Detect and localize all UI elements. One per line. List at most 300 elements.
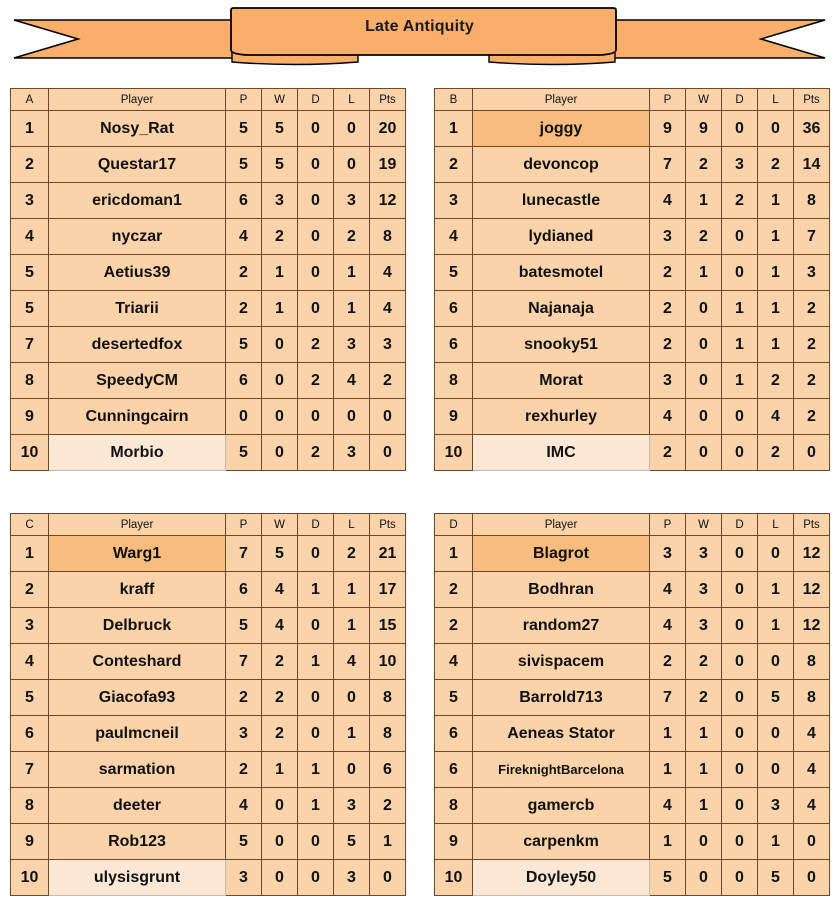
cell-rank: 7 [11, 752, 49, 788]
cell-points: 4 [794, 788, 830, 824]
cell-played: 5 [226, 327, 262, 363]
cell-points: 12 [794, 536, 830, 572]
cell-rank: 2 [435, 147, 473, 183]
cell-points: 8 [370, 680, 406, 716]
cell-won: 5 [262, 147, 298, 183]
cell-lost: 1 [334, 291, 370, 327]
cell-lost: 4 [758, 399, 794, 435]
cell-played: 5 [226, 824, 262, 860]
cell-points: 12 [370, 183, 406, 219]
cell-played: 4 [650, 399, 686, 435]
cell-rank: 3 [11, 183, 49, 219]
table-row [11, 111, 406, 147]
cell-player-name: Questar17 [49, 147, 226, 183]
cell-player-name: nyczar [49, 219, 226, 255]
column-header-player: Player [49, 89, 226, 111]
cell-lost: 0 [334, 147, 370, 183]
cell-lost: 5 [758, 860, 794, 896]
cell-played: 2 [226, 680, 262, 716]
cell-drawn: 0 [722, 399, 758, 435]
cell-points: 2 [370, 363, 406, 399]
table-row [11, 788, 406, 824]
cell-rank: 10 [435, 435, 473, 471]
cell-won: 0 [686, 824, 722, 860]
table-body-b [435, 111, 830, 471]
cell-rank: 8 [435, 363, 473, 399]
ribbon-center-plaque [231, 8, 616, 55]
cell-lost: 3 [334, 327, 370, 363]
cell-player-name: rexhurley [473, 399, 650, 435]
cell-drawn: 0 [298, 716, 334, 752]
cell-points: 4 [370, 255, 406, 291]
cell-played: 2 [650, 435, 686, 471]
cell-won: 3 [686, 536, 722, 572]
cell-won: 1 [262, 291, 298, 327]
cell-rank: 4 [11, 644, 49, 680]
cell-lost: 3 [334, 435, 370, 471]
cell-points: 8 [370, 716, 406, 752]
cell-played: 7 [226, 644, 262, 680]
cell-points: 2 [370, 788, 406, 824]
cell-drawn: 0 [298, 255, 334, 291]
table-row [11, 399, 406, 435]
cell-drawn: 0 [722, 435, 758, 471]
cell-won: 0 [686, 363, 722, 399]
cell-drawn: 0 [298, 219, 334, 255]
cell-played: 4 [226, 788, 262, 824]
table-row [435, 183, 830, 219]
cell-rank: 5 [11, 255, 49, 291]
cell-drawn: 0 [722, 111, 758, 147]
table-row [435, 219, 830, 255]
cell-lost: 1 [758, 291, 794, 327]
cell-player-name: IMC [473, 435, 650, 471]
cell-played: 2 [650, 255, 686, 291]
cell-rank: 9 [11, 399, 49, 435]
cell-points: 7 [794, 219, 830, 255]
cell-rank: 10 [435, 860, 473, 896]
cell-points: 2 [794, 363, 830, 399]
cell-points: 1 [370, 824, 406, 860]
cell-player-name: Morbio [49, 435, 226, 471]
cell-lost: 0 [334, 680, 370, 716]
table-body-d [435, 536, 830, 896]
cell-played: 3 [650, 363, 686, 399]
cell-won: 5 [262, 536, 298, 572]
cell-rank: 5 [435, 255, 473, 291]
cell-player-name: Giacofa93 [49, 680, 226, 716]
page-banner [0, 0, 839, 78]
cell-player-name: gamercb [473, 788, 650, 824]
cell-points: 0 [794, 824, 830, 860]
cell-drawn: 1 [298, 572, 334, 608]
column-header-p: P [650, 89, 686, 111]
cell-rank: 4 [435, 219, 473, 255]
cell-rank: 9 [435, 824, 473, 860]
cell-lost: 2 [758, 147, 794, 183]
cell-won: 2 [686, 644, 722, 680]
cell-won: 0 [686, 435, 722, 471]
cell-drawn: 0 [298, 183, 334, 219]
cell-drawn: 0 [722, 572, 758, 608]
cell-rank: 10 [11, 435, 49, 471]
cell-player-name: Morat [473, 363, 650, 399]
cell-rank: 8 [435, 788, 473, 824]
cell-played: 4 [650, 608, 686, 644]
cell-lost: 1 [334, 608, 370, 644]
table-row [11, 363, 406, 399]
cell-rank: 4 [435, 644, 473, 680]
table-row [11, 183, 406, 219]
cell-points: 8 [370, 219, 406, 255]
cell-lost: 0 [758, 716, 794, 752]
cell-drawn: 0 [722, 644, 758, 680]
cell-points: 14 [794, 147, 830, 183]
cell-drawn: 0 [722, 608, 758, 644]
cell-lost: 2 [334, 219, 370, 255]
cell-lost: 1 [758, 219, 794, 255]
cell-played: 1 [650, 824, 686, 860]
table-row [435, 291, 830, 327]
cell-played: 3 [650, 219, 686, 255]
cell-player-name: ericdoman1 [49, 183, 226, 219]
cell-points: 0 [370, 435, 406, 471]
cell-lost: 3 [758, 788, 794, 824]
cell-won: 1 [686, 716, 722, 752]
cell-won: 4 [262, 572, 298, 608]
cell-drawn: 0 [298, 608, 334, 644]
cell-drawn: 1 [298, 788, 334, 824]
cell-played: 3 [226, 860, 262, 896]
table-row [435, 572, 830, 608]
column-header-w: W [262, 89, 298, 111]
cell-rank: 1 [435, 536, 473, 572]
table-row [11, 860, 406, 896]
cell-lost: 1 [758, 572, 794, 608]
cell-drawn: 1 [722, 291, 758, 327]
cell-points: 0 [794, 435, 830, 471]
cell-drawn: 0 [298, 680, 334, 716]
column-header-w: W [686, 89, 722, 111]
cell-won: 2 [686, 147, 722, 183]
cell-lost: 1 [334, 255, 370, 291]
cell-lost: 2 [758, 435, 794, 471]
cell-won: 3 [686, 572, 722, 608]
group-label-b: B [435, 89, 473, 111]
cell-lost: 1 [758, 183, 794, 219]
table-row [11, 752, 406, 788]
cell-played: 7 [650, 147, 686, 183]
cell-rank: 9 [435, 399, 473, 435]
cell-player-name: deeter [49, 788, 226, 824]
cell-lost: 4 [334, 363, 370, 399]
cell-played: 2 [650, 291, 686, 327]
cell-won: 1 [686, 752, 722, 788]
cell-drawn: 0 [722, 219, 758, 255]
cell-drawn: 2 [298, 435, 334, 471]
cell-rank: 1 [11, 111, 49, 147]
cell-lost: 1 [334, 572, 370, 608]
cell-player-name: Rob123 [49, 824, 226, 860]
table-row [11, 644, 406, 680]
cell-player-name: snooky51 [473, 327, 650, 363]
cell-won: 0 [262, 327, 298, 363]
cell-drawn: 0 [722, 716, 758, 752]
table-row [11, 255, 406, 291]
cell-won: 3 [262, 183, 298, 219]
cell-points: 2 [794, 291, 830, 327]
table-row [435, 327, 830, 363]
cell-player-name: devoncop [473, 147, 650, 183]
cell-points: 0 [370, 399, 406, 435]
cell-rank: 1 [435, 111, 473, 147]
column-header-d: D [298, 89, 334, 111]
cell-rank: 2 [435, 572, 473, 608]
cell-lost: 5 [334, 824, 370, 860]
cell-points: 0 [794, 860, 830, 896]
table-row [435, 147, 830, 183]
cell-drawn: 2 [722, 183, 758, 219]
cell-lost: 4 [334, 644, 370, 680]
cell-points: 3 [794, 255, 830, 291]
cell-drawn: 0 [722, 680, 758, 716]
column-header-player: Player [49, 514, 226, 536]
cell-points: 19 [370, 147, 406, 183]
cell-won: 0 [262, 399, 298, 435]
cell-won: 0 [686, 860, 722, 896]
cell-drawn: 0 [298, 399, 334, 435]
cell-rank: 2 [11, 147, 49, 183]
cell-rank: 5 [435, 680, 473, 716]
cell-lost: 1 [758, 824, 794, 860]
cell-player-name: batesmotel [473, 255, 650, 291]
table-body-c [11, 536, 406, 896]
table-body-a [11, 111, 406, 471]
cell-points: 2 [794, 327, 830, 363]
cell-rank: 9 [11, 824, 49, 860]
cell-points: 8 [794, 680, 830, 716]
table-header-row [435, 514, 830, 536]
cell-won: 0 [262, 363, 298, 399]
cell-played: 2 [226, 752, 262, 788]
cell-won: 0 [262, 788, 298, 824]
cell-points: 8 [794, 644, 830, 680]
cell-player-name: Aeneas Stator [473, 716, 650, 752]
table-row [11, 147, 406, 183]
cell-won: 2 [262, 680, 298, 716]
cell-rank: 6 [435, 291, 473, 327]
table-header-row [435, 89, 830, 111]
cell-won: 2 [262, 219, 298, 255]
cell-points: 21 [370, 536, 406, 572]
cell-lost: 0 [758, 536, 794, 572]
cell-drawn: 1 [298, 752, 334, 788]
cell-rank: 4 [11, 219, 49, 255]
cell-lost: 1 [334, 716, 370, 752]
cell-won: 2 [686, 219, 722, 255]
cell-won: 0 [686, 399, 722, 435]
cell-won: 0 [686, 291, 722, 327]
column-header-pts: Pts [794, 89, 830, 111]
cell-player-name: kraff [49, 572, 226, 608]
league-table-c [10, 513, 406, 896]
cell-played: 6 [226, 183, 262, 219]
cell-player-name: ulysisgrunt [49, 860, 226, 896]
cell-played: 5 [226, 147, 262, 183]
cell-won: 3 [686, 608, 722, 644]
cell-lost: 2 [758, 363, 794, 399]
cell-points: 20 [370, 111, 406, 147]
cell-played: 2 [226, 291, 262, 327]
cell-player-name: lydianed [473, 219, 650, 255]
column-header-p: P [226, 514, 262, 536]
cell-lost: 0 [334, 399, 370, 435]
cell-played: 9 [650, 111, 686, 147]
cell-won: 1 [262, 752, 298, 788]
group-label-a: A [11, 89, 49, 111]
cell-lost: 2 [334, 536, 370, 572]
cell-points: 4 [794, 752, 830, 788]
cell-won: 0 [262, 435, 298, 471]
group-label-c: C [11, 514, 49, 536]
cell-drawn: 0 [722, 788, 758, 824]
cell-drawn: 0 [298, 536, 334, 572]
cell-played: 5 [226, 435, 262, 471]
cell-won: 2 [262, 716, 298, 752]
cell-lost: 0 [334, 752, 370, 788]
column-header-d: D [298, 514, 334, 536]
cell-player-name: desertedfox [49, 327, 226, 363]
cell-lost: 1 [758, 327, 794, 363]
cell-player-name: Triarii [49, 291, 226, 327]
table-row [435, 860, 830, 896]
column-header-l: L [334, 514, 370, 536]
cell-points: 4 [370, 291, 406, 327]
banner-ribbon-graphic [0, 0, 839, 78]
table-row [435, 399, 830, 435]
table-row [435, 435, 830, 471]
cell-played: 6 [226, 572, 262, 608]
column-header-player: Player [473, 514, 650, 536]
cell-drawn: 0 [298, 291, 334, 327]
page-title: Late Antiquity [365, 18, 474, 35]
cell-won: 2 [262, 644, 298, 680]
column-header-d: D [722, 89, 758, 111]
cell-drawn: 2 [298, 327, 334, 363]
table-row [435, 608, 830, 644]
cell-player-name: paulmcneil [49, 716, 226, 752]
column-header-l: L [758, 89, 794, 111]
cell-rank: 6 [11, 716, 49, 752]
ribbon-right-tail [599, 20, 825, 58]
cell-played: 4 [226, 219, 262, 255]
cell-rank: 7 [11, 327, 49, 363]
cell-lost: 0 [758, 644, 794, 680]
column-header-p: P [650, 514, 686, 536]
cell-rank: 6 [435, 716, 473, 752]
cell-points: 12 [794, 608, 830, 644]
table-header-row [11, 514, 406, 536]
table-row [435, 363, 830, 399]
cell-player-name: carpenkm [473, 824, 650, 860]
cell-rank: 5 [11, 291, 49, 327]
cell-player-name: Cunningcairn [49, 399, 226, 435]
table-row [435, 536, 830, 572]
table-row [435, 111, 830, 147]
cell-played: 4 [650, 183, 686, 219]
cell-player-name: Delbruck [49, 608, 226, 644]
league-table-d [434, 513, 830, 896]
column-header-player: Player [473, 89, 650, 111]
table-row [11, 536, 406, 572]
league-tables-grid [0, 78, 839, 896]
cell-player-name: Aetius39 [49, 255, 226, 291]
cell-played: 2 [650, 644, 686, 680]
cell-played: 3 [226, 716, 262, 752]
cell-player-name: random27 [473, 608, 650, 644]
cell-player-name: Doyley50 [473, 860, 650, 896]
table-row [11, 291, 406, 327]
cell-points: 3 [370, 327, 406, 363]
cell-player-name: FireknightBarcelona [473, 752, 650, 788]
cell-lost: 3 [334, 788, 370, 824]
league-table-a [10, 88, 406, 471]
column-header-d: D [722, 514, 758, 536]
cell-points: 6 [370, 752, 406, 788]
cell-drawn: 1 [722, 327, 758, 363]
cell-player-name: lunecastle [473, 183, 650, 219]
cell-rank: 2 [11, 572, 49, 608]
cell-drawn: 0 [722, 752, 758, 788]
cell-player-name: sivispacem [473, 644, 650, 680]
cell-lost: 0 [334, 111, 370, 147]
cell-drawn: 3 [722, 147, 758, 183]
column-header-pts: Pts [370, 514, 406, 536]
cell-drawn: 1 [298, 644, 334, 680]
cell-lost: 3 [334, 183, 370, 219]
cell-played: 1 [650, 752, 686, 788]
column-header-p: P [226, 89, 262, 111]
cell-rank: 6 [435, 752, 473, 788]
cell-lost: 1 [758, 255, 794, 291]
cell-points: 17 [370, 572, 406, 608]
cell-rank: 2 [435, 608, 473, 644]
cell-won: 1 [262, 255, 298, 291]
cell-points: 0 [370, 860, 406, 896]
table-row [435, 716, 830, 752]
cell-played: 3 [650, 536, 686, 572]
cell-rank: 3 [435, 183, 473, 219]
table-row [11, 327, 406, 363]
group-label-d: D [435, 514, 473, 536]
column-header-l: L [334, 89, 370, 111]
cell-won: 1 [686, 183, 722, 219]
cell-played: 2 [650, 327, 686, 363]
cell-won: 1 [686, 788, 722, 824]
cell-player-name: Nosy_Rat [49, 111, 226, 147]
table-row [11, 219, 406, 255]
column-header-w: W [262, 514, 298, 536]
cell-rank: 10 [11, 860, 49, 896]
cell-drawn: 0 [298, 111, 334, 147]
cell-won: 0 [262, 824, 298, 860]
cell-played: 1 [650, 716, 686, 752]
cell-played: 5 [650, 860, 686, 896]
column-header-pts: Pts [370, 89, 406, 111]
table-row [11, 435, 406, 471]
table-row [435, 644, 830, 680]
cell-lost: 0 [758, 752, 794, 788]
